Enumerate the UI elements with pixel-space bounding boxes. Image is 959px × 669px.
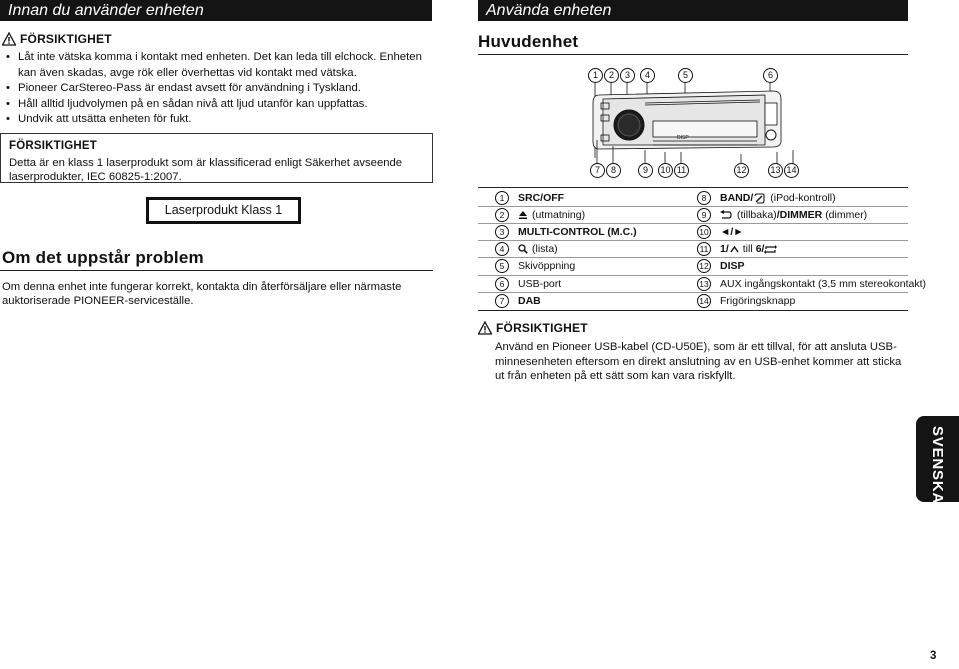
item-number: 11 <box>697 242 711 256</box>
list-item: • Undvik att utsätta enheten för fukt. <box>2 112 430 128</box>
table-row <box>495 293 541 309</box>
table-row <box>697 258 745 274</box>
item-label: DAB <box>518 295 541 307</box>
callout-marker: 1 <box>588 68 603 83</box>
table-row <box>495 241 558 257</box>
table-row-rule <box>478 223 908 224</box>
table-row <box>697 207 867 223</box>
back-arrow-icon <box>720 210 732 220</box>
item-label: (lista) <box>532 243 558 255</box>
item-label: MULTI-CONTROL (M.C.) <box>518 226 637 238</box>
item-label: USB-port <box>518 278 562 290</box>
callout-marker: 13 <box>768 163 783 178</box>
problem-heading: Om det uppstår problem <box>2 248 204 267</box>
table-row <box>697 224 744 240</box>
table-row <box>495 276 561 292</box>
section-divider <box>478 54 908 55</box>
table-row-rule <box>478 206 908 207</box>
table-top-rule <box>478 187 908 188</box>
callout-marker: 2 <box>604 68 619 83</box>
item-label: DISP <box>720 260 745 272</box>
item-number: 1 <box>495 191 509 205</box>
table-row <box>495 258 575 274</box>
item-number: 13 <box>697 277 711 291</box>
laser-caution-box <box>0 133 433 183</box>
item-number: 10 <box>697 225 711 239</box>
search-icon <box>518 244 528 254</box>
callout-marker: 7 <box>590 163 605 178</box>
table-row <box>697 241 777 257</box>
left-section-title: Innan du använder enheten <box>8 2 204 19</box>
table-row <box>495 207 585 223</box>
item-number: 5 <box>495 259 509 273</box>
item-label-bold: 1/ <box>720 243 729 255</box>
item-label: (iPod-kontroll) <box>770 192 836 204</box>
callout-marker: 3 <box>620 68 635 83</box>
item-number: 7 <box>495 294 509 308</box>
item-number: 12 <box>697 259 711 273</box>
repeat-icon <box>764 245 777 254</box>
callout-marker: 10 <box>658 163 673 178</box>
callout-marker: 14 <box>784 163 799 178</box>
ipod-control-icon <box>754 193 765 204</box>
box-text: Detta är en klass 1 laserprodukt som är klassificerad enligt Säkerhet avseende laserprodukter, IEC 60825-1:2007. <box>9 157 403 183</box>
callout-marker: 6 <box>763 68 778 83</box>
table-row <box>697 293 795 309</box>
item-number: 9 <box>697 208 711 222</box>
table-row-rule <box>478 257 908 258</box>
item-label: Skivöppning <box>518 260 576 272</box>
item-label-bold: BAND/ <box>720 192 754 204</box>
item-number: 8 <box>697 191 711 205</box>
eject-icon <box>518 210 528 220</box>
table-bottom-rule <box>478 310 908 311</box>
problem-text: Om denna enhet inte fungerar korrekt, kontakta din återförsäljare eller närmaste auktoriserade PIONEER-serviceställe. <box>2 281 402 307</box>
device-disp-label: DISP <box>677 135 689 141</box>
table-row <box>697 190 836 206</box>
table-row <box>697 276 926 292</box>
callout-marker: 11 <box>674 163 689 178</box>
box-heading: FÖRSIKTIGHET <box>9 140 98 152</box>
laser-label-text: Laserprodukt Klass 1 <box>164 203 283 217</box>
item-label-tail: (dimmer) <box>825 209 868 221</box>
up-chevron-icon <box>730 245 739 253</box>
list-item: • Låt inte vätska komma i kontakt med enheten. Det kan leda till elchock. Enheten kan även skadas, avge rök eller överhettas vid kontakt med vätska. <box>2 50 430 81</box>
item-label: ◄/► <box>720 226 744 238</box>
caution-heading-left <box>2 32 112 46</box>
item-label: (tillbaka) <box>737 209 777 221</box>
language-side-tab <box>916 416 959 505</box>
item-label-bold: /DIMMER <box>776 209 823 221</box>
page-number: 3 <box>930 650 937 662</box>
section-divider <box>0 270 433 271</box>
item-number: 2 <box>495 208 509 222</box>
laser-product-label <box>146 197 301 224</box>
item-number: 14 <box>697 294 711 308</box>
callout-marker: 12 <box>734 163 749 178</box>
item-label: Frigöringsknapp <box>720 295 796 307</box>
caution-list <box>2 50 430 128</box>
warning-triangle-icon <box>478 321 492 335</box>
left-section-bar <box>0 0 432 21</box>
caution-heading-text: FÖRSIKTIGHET <box>20 32 112 46</box>
table-row <box>495 224 637 240</box>
item-label-bold-2: 6/ <box>755 243 765 255</box>
head-unit-heading: Huvudenhet <box>478 32 579 51</box>
item-number: 3 <box>495 225 509 239</box>
caution-heading-right <box>478 321 588 335</box>
item-number: 4 <box>495 242 509 256</box>
table-row-rule <box>478 275 908 276</box>
item-label: till <box>742 243 753 255</box>
table-row <box>495 190 564 206</box>
callout-marker: 4 <box>640 68 655 83</box>
usb-caution-text: Använd en Pioneer USB-kabel (CD-U50E), som är ett tillval, för att ansluta USB-minnesenheten eftersom en direkt anslutning av en USB-enhet kommer att sticka ut från enheten på ett sätt som kan vara riskfyllt. <box>495 341 902 382</box>
item-label: AUX ingångskontakt (3,5 mm stereokontakt) <box>720 278 927 290</box>
right-section-title: Använda enheten <box>486 2 612 19</box>
callout-marker: 9 <box>638 163 653 178</box>
callout-marker: 8 <box>606 163 621 178</box>
caution-heading-text: FÖRSIKTIGHET <box>496 321 588 335</box>
right-section-bar <box>478 0 908 21</box>
list-item: • Håll alltid ljudvolymen på en sådan nivå att ljud utanför kan uppfattas. <box>2 97 430 113</box>
item-label: SRC/OFF <box>518 192 565 204</box>
side-tab-label: SVENSKA <box>929 426 946 505</box>
list-item: • Pioneer CarStereo-Pass är endast avsett för användning i Tyskland. <box>2 81 430 97</box>
callout-marker: 5 <box>678 68 693 83</box>
table-row-rule <box>478 240 908 241</box>
table-row-rule <box>478 292 908 293</box>
callout-leaders-bottom <box>585 140 805 165</box>
item-label: (utmatning) <box>532 209 586 221</box>
warning-triangle-icon <box>2 32 16 46</box>
item-number: 6 <box>495 277 509 291</box>
